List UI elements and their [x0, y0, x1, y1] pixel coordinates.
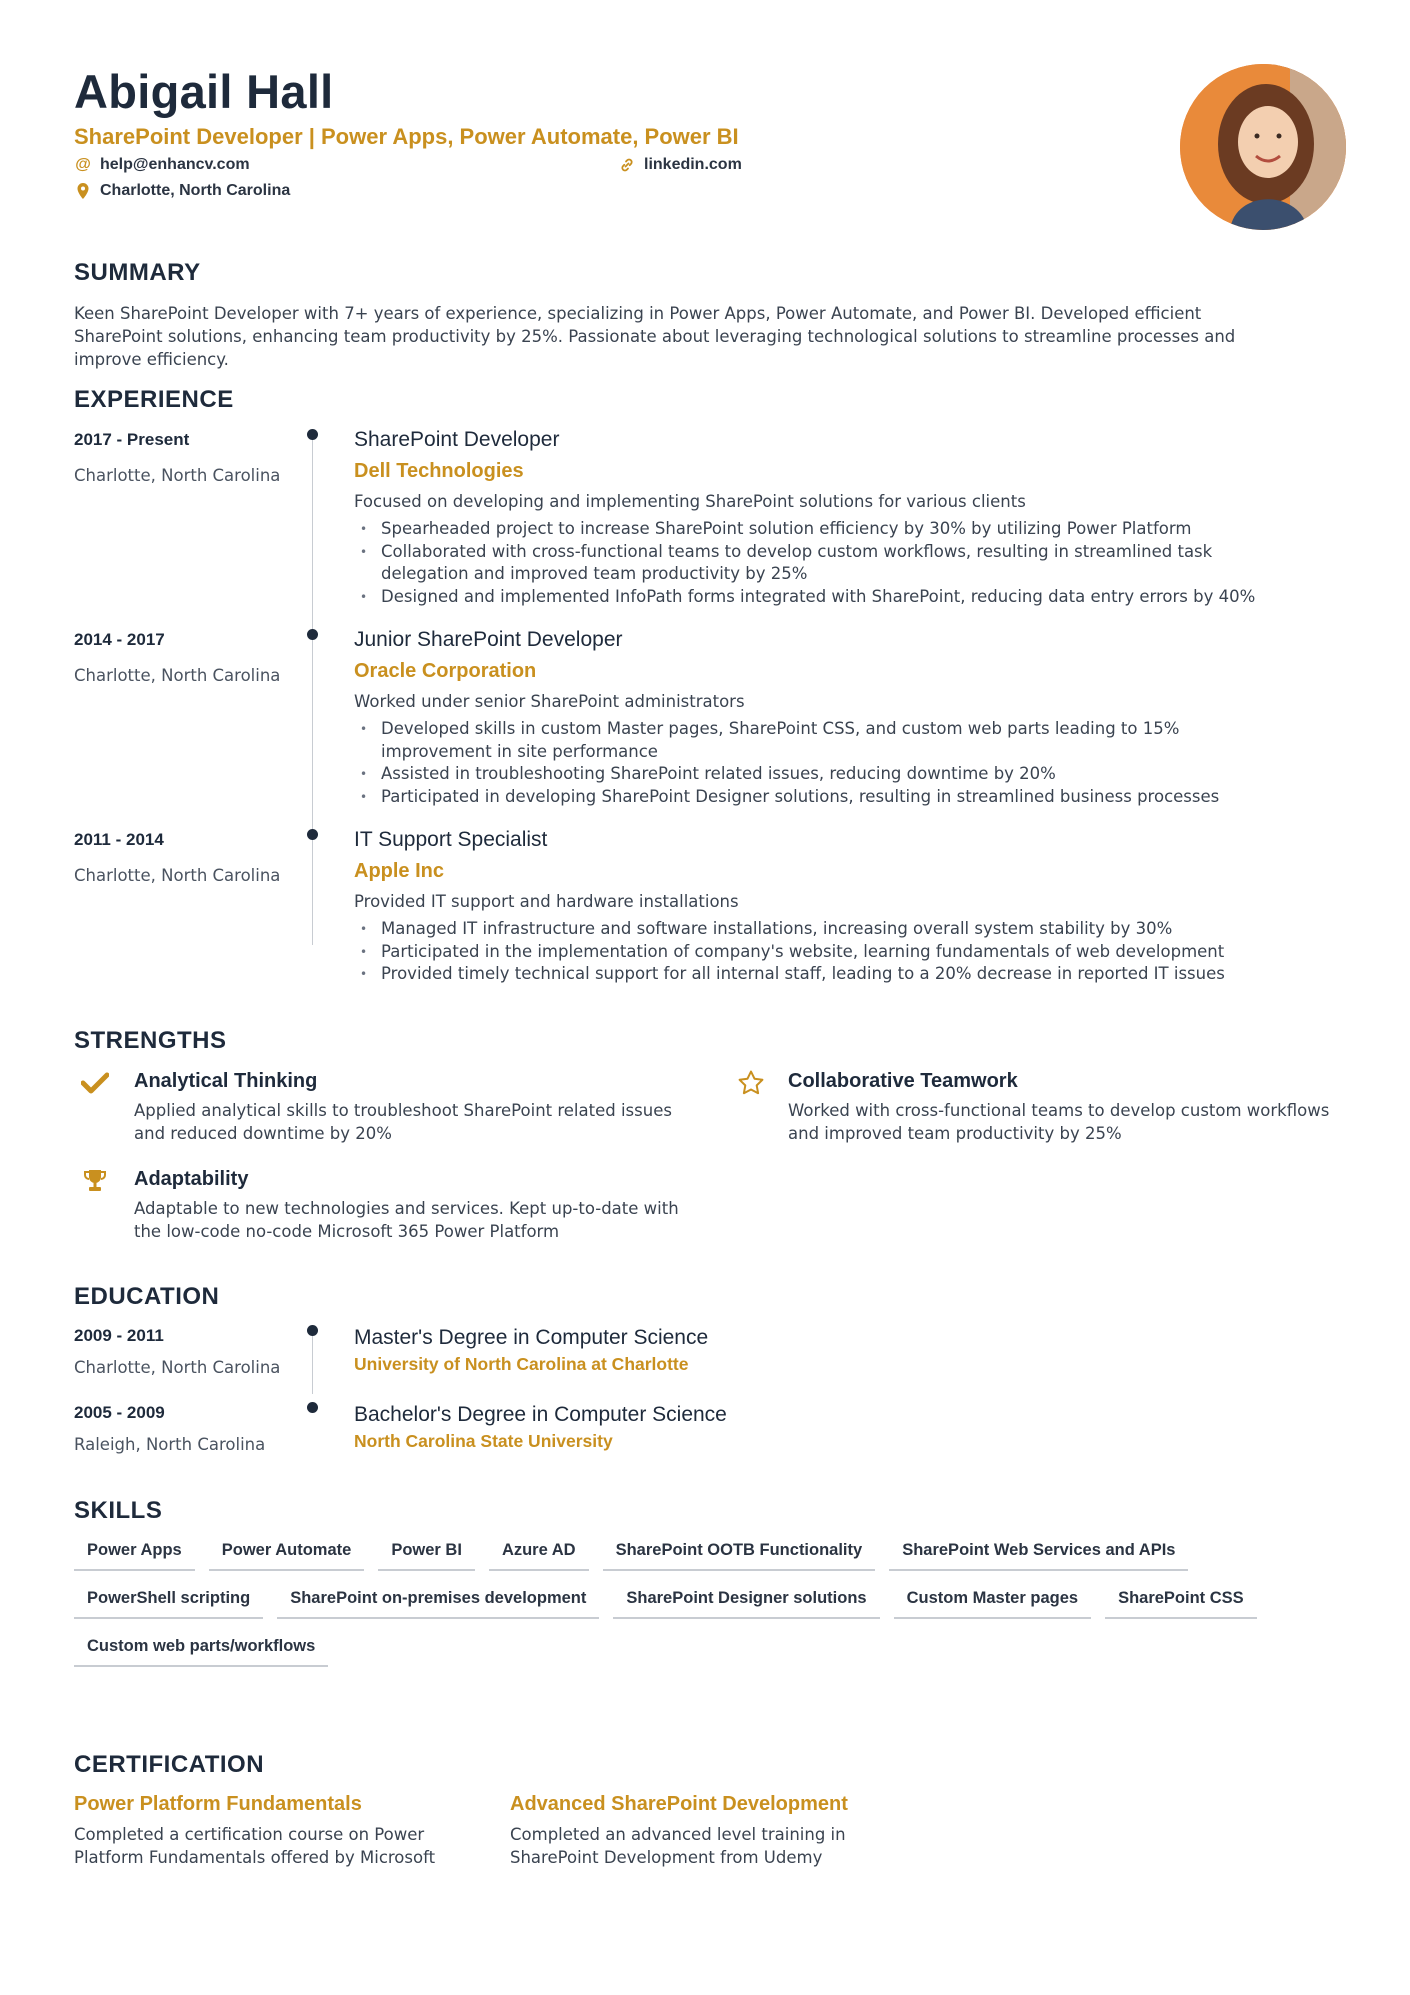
profile-photo — [1180, 64, 1346, 230]
bullet-item: • Assisted in troubleshooting SharePoint related issues, reducing downtime by 20% — [354, 763, 1294, 786]
education-location: Charlotte, North Carolina — [74, 1358, 281, 1377]
candidate-headline: SharePoint Developer | Power Apps, Power Automate, Power BI — [74, 124, 739, 149]
linkedin-text[interactable]: linkedin.com — [644, 156, 742, 173]
experience-role: SharePoint Developer — [354, 428, 560, 451]
skill-tag: SharePoint CSS — [1105, 1584, 1257, 1619]
education-location: Raleigh, North Carolina — [74, 1435, 266, 1454]
certification-title: Power Platform Fundamentals — [74, 1793, 362, 1815]
experience-role: IT Support Specialist — [354, 828, 548, 851]
experience-company: Apple Inc — [354, 860, 445, 882]
strength-description: Adaptable to new technologies and services. Kept up-to-date with the low-code no-code Microsoft 365 Power Platform — [134, 1199, 679, 1241]
linkedin-contact[interactable] — [618, 156, 742, 174]
check-icon — [80, 1068, 110, 1098]
skill-tag: SharePoint OOTB Functionality — [603, 1536, 876, 1571]
experience-timeline — [312, 435, 313, 945]
bullet-item: • Provided timely technical support for all internal staff, leading to a 20% decrease in reported IT issues — [354, 963, 1294, 986]
experience-description: Focused on developing and implementing SharePoint solutions for various clients — [354, 492, 1026, 511]
experience-dates: 2014 - 2017 — [74, 630, 165, 649]
strength-title: Collaborative Teamwork — [788, 1070, 1018, 1092]
experience-description: Worked under senior SharePoint administrators — [354, 692, 745, 711]
experience-bullets — [354, 518, 1294, 608]
education-school: North Carolina State University — [354, 1431, 613, 1451]
timeline-dot — [307, 429, 318, 440]
summary-heading: SUMMARY — [74, 259, 201, 286]
skill-tag: Azure AD — [489, 1536, 589, 1571]
certification-description: Completed an advanced level training in SharePoint Development from Udemy — [510, 1825, 846, 1867]
bullet-item: • Designed and implemented InfoPath forms integrated with SharePoint, reducing data entry errors by 40% — [354, 586, 1294, 609]
experience-location: Charlotte, North Carolina — [74, 466, 281, 485]
link-icon — [618, 156, 636, 174]
email-contact[interactable] — [74, 156, 250, 174]
skill-tag: Power Apps — [74, 1536, 195, 1571]
education-heading: EDUCATION — [74, 1283, 220, 1310]
education-degree: Bachelor's Degree in Computer Science — [354, 1403, 727, 1426]
bullet-item: • Developed skills in custom Master pages, SharePoint CSS, and custom web parts leading to 15% improvement in site performance — [354, 718, 1294, 763]
bullet-item: • Collaborated with cross-functional teams to develop custom workflows, resulting in streamlined task delegation and improved team productivity by 25% — [354, 541, 1294, 586]
bullet-item: • Spearheaded project to increase SharePoint solution efficiency by 30% by utilizing Power Platform — [354, 518, 1294, 541]
experience-bullets — [354, 918, 1294, 986]
skill-tag: Custom Master pages — [894, 1584, 1091, 1619]
timeline-dot — [307, 1325, 318, 1336]
certification-description: Completed a certification course on Power Platform Fundamentals offered by Microsoft — [74, 1825, 436, 1867]
skill-tag: SharePoint on-premises development — [277, 1584, 599, 1619]
strength-title: Analytical Thinking — [134, 1070, 318, 1092]
bullet-item: • Participated in the implementation of company's website, learning fundamentals of web development — [354, 941, 1294, 964]
email-text[interactable]: help@enhancv.com — [100, 156, 250, 173]
at-sign-icon: @ — [75, 156, 91, 173]
skill-tag: Power Automate — [209, 1536, 365, 1571]
skill-tag: Custom web parts/workflows — [74, 1632, 328, 1667]
timeline-dot — [307, 829, 318, 840]
strength-description: Applied analytical skills to troubleshoot SharePoint related issues and reduced downtime by 20% — [134, 1101, 672, 1143]
skills-list — [74, 1536, 1334, 1667]
experience-company: Dell Technologies — [354, 460, 524, 482]
candidate-name: Abigail Hall — [74, 65, 334, 118]
experience-heading: EXPERIENCE — [74, 386, 234, 413]
strength-title: Adaptability — [134, 1168, 249, 1190]
bullet-item: • Managed IT infrastructure and software installations, increasing overall system stability by 30% — [354, 918, 1294, 941]
skill-tag: SharePoint Designer solutions — [613, 1584, 879, 1619]
timeline-dot — [307, 629, 318, 640]
skill-tag: SharePoint Web Services and APIs — [889, 1536, 1188, 1571]
map-pin-icon — [74, 182, 92, 200]
certification-heading: CERTIFICATION — [74, 1751, 265, 1778]
experience-location: Charlotte, North Carolina — [74, 866, 281, 885]
star-icon — [736, 1068, 766, 1098]
timeline-dot — [307, 1402, 318, 1413]
bullet-item: • Participated in developing SharePoint Designer solutions, resulting in streamlined business processes — [354, 786, 1294, 809]
experience-location: Charlotte, North Carolina — [74, 666, 281, 685]
education-dates: 2005 - 2009 — [74, 1403, 165, 1422]
education-school: University of North Carolina at Charlotte — [354, 1354, 689, 1374]
experience-description: Provided IT support and hardware installations — [354, 892, 739, 911]
location-contact — [74, 182, 290, 200]
experience-role: Junior SharePoint Developer — [354, 628, 623, 651]
skill-tag: PowerShell scripting — [74, 1584, 263, 1619]
education-dates: 2009 - 2011 — [74, 1326, 164, 1345]
summary-text: Keen SharePoint Developer with 7+ years of experience, specializing in Power Apps, Power Automate, and Power BI. Developed efficient SharePoint solutions, enhancing team productivity by 25%. Passionate about leveraging technological solutions to streamline processes and improve efficiency. — [74, 304, 1236, 369]
education-timeline — [312, 1330, 313, 1394]
location-text: Charlotte, North Carolina — [100, 182, 291, 199]
experience-dates: 2011 - 2014 — [74, 830, 164, 849]
skill-tag: Power BI — [378, 1536, 475, 1571]
experience-bullets — [354, 718, 1294, 808]
education-degree: Master's Degree in Computer Science — [354, 1326, 709, 1349]
experience-company: Oracle Corporation — [354, 660, 537, 682]
trophy-icon — [80, 1166, 110, 1196]
certification-title: Advanced SharePoint Development — [510, 1793, 848, 1815]
strengths-heading: STRENGTHS — [74, 1027, 227, 1054]
experience-dates: 2017 - Present — [74, 430, 190, 449]
skills-heading: SKILLS — [74, 1497, 163, 1524]
strength-description: Worked with cross-functional teams to develop custom workflows and improved team productivity by 25% — [788, 1101, 1330, 1143]
